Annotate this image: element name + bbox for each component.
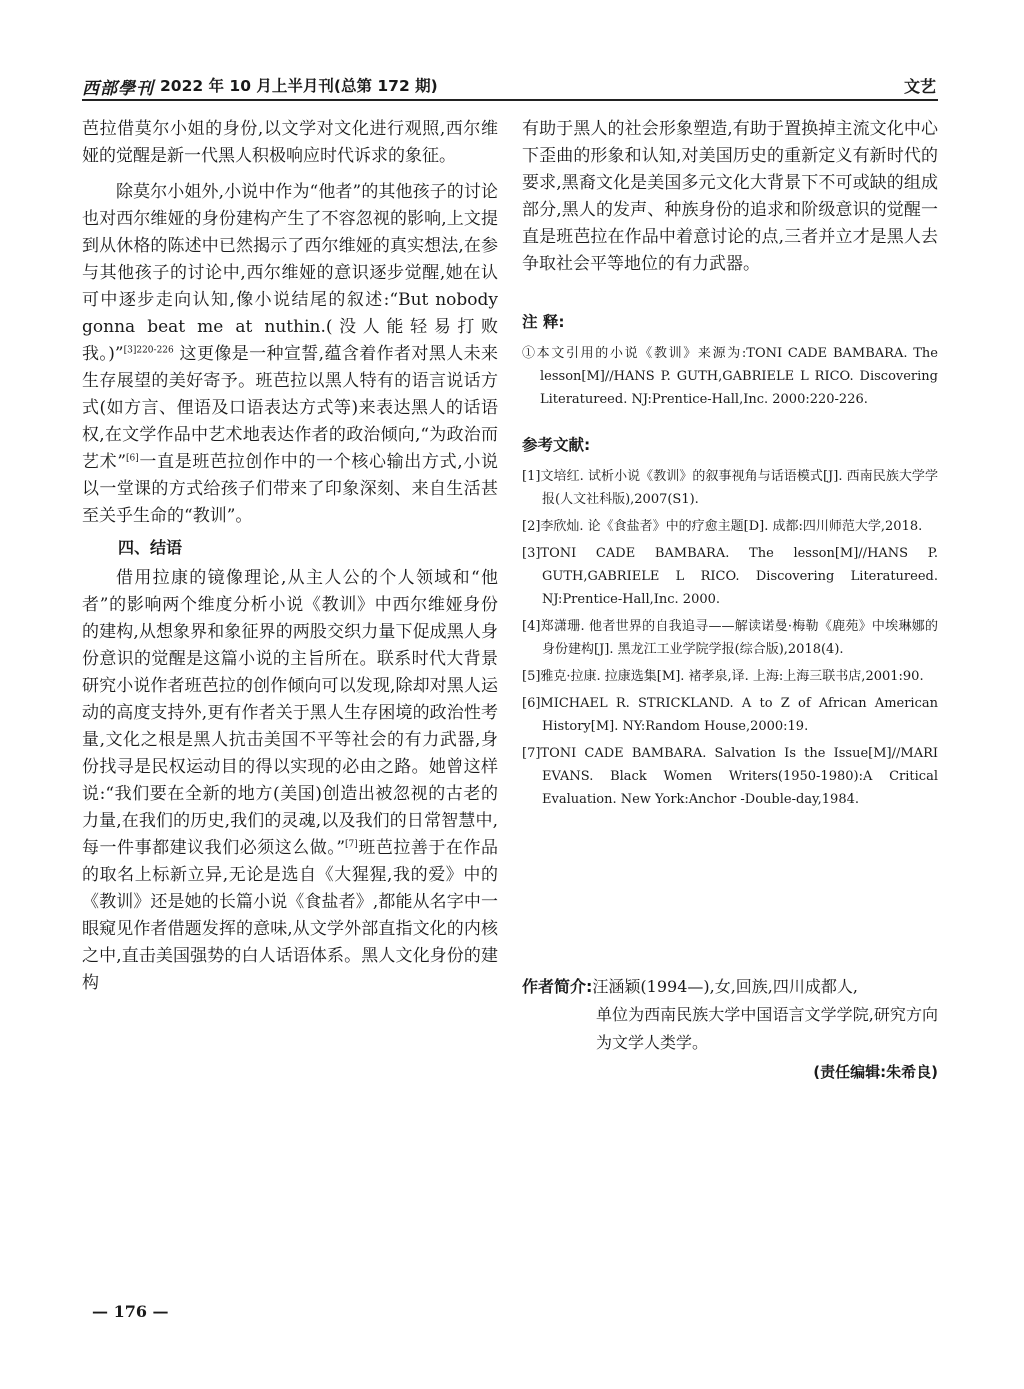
references-heading: 参考文献:: [522, 436, 591, 454]
reference-item: [5]雅克·拉康. 拉康选集[M]. 褚孝泉,译. 上海:上海三联书店,2001:90.: [522, 669, 924, 684]
paragraph-text: 除莫尔小姐外,小说中作为“他者”的其他孩子的讨论也对西尔维娅的身份建构产生了不容忽视的影响,上文提到从休格的陈述中已然揭示了西尔维娅的真实想法,在参与其他孩子的讨论中,西尔维娅的意识逐步觉醒,她在认可中逐步走向认知,像小说结尾的叙述:“But nobody gonna beat me at nuthin.(没人能轻易打败我。)”: [82, 182, 498, 364]
responsible-editor: (责任编辑:朱希良): [813, 1063, 938, 1081]
section-heading-conclusion: 四、结语: [118, 538, 183, 557]
references-list: [522, 465, 938, 811]
left-column: [82, 116, 498, 997]
paragraph-other-children: [82, 179, 498, 530]
citation-7: [7]: [345, 839, 358, 850]
author-bio: [522, 973, 938, 1082]
note-1: ①本文引用的小说《教训》来源为:TONI CADE BAMBARA. The lesson[M]//HANS P. GUTH,GABRIELE L RICO. Discovering Literatureed. NJ:Prentice-Hall,Inc. 2000:220-226.: [522, 346, 938, 407]
notes-heading: 注 释:: [522, 313, 565, 331]
journal-logo: 西部學刊: [82, 79, 154, 99]
bio-continuation: 单位为西南民族大学中国语言文学学院,研究方向为文学人类学。: [596, 1005, 938, 1052]
reference-item: [4]郑潇珊. 他者世界的自我追寻——解读诺曼·梅勒《鹿苑》中埃琳娜的身份建构[J]. 黑龙江工业学院学报(综合版),2018(4).: [522, 619, 938, 657]
section-label: 文艺: [903, 77, 936, 96]
paragraph-continued-right: 有助于黑人的社会形象塑造,有助于置换掉主流文化中心下歪曲的形象和认知,对美国历史的重新定义有新时代的要求,黑裔文化是美国多元文化大背景下不可或缺的组成部分,黑人的发声、种族身份的追求和阶级意识的觉醒一直是班芭拉在作品中着意讨论的点,三者并立才是黑人去争取社会平等地位的有力武器。: [522, 119, 938, 274]
reference-item: [3]TONI CADE BAMBARA. The lesson[M]//HANS P. GUTH,GABRIELE L RICO. Discovering Literatureed. NJ:Prentice-Hall,Inc. 2000.: [522, 546, 938, 607]
bio-line: [522, 973, 938, 1001]
reference-item: [7]TONI CADE BAMBARA. Salvation Is the Issue[M]//MARI EVANS. Black Women Writers(1950-1980):A Critical Evaluation. New York:Anchor -Double-day,1984.: [522, 746, 938, 807]
paragraph-text: 班芭拉善于在作品的取名上标新立异,无论是选自《大猩猩,我的爱》中的《教训》还是她的长篇小说《食盐者》,都能从名字中一眼窥见作者借题发挥的意味,从文学外部直指文化的内核之中,直击美国强势的白人话语体系。黑人文化身份的建构: [82, 838, 498, 993]
paragraph-text: 这更像是一种宣誓,蕴含着作者对黑人未来生存展望的美好寄予。班芭拉以黑人特有的语言说话方式(如方言、俚语及口语表达方式等)来表达黑人的话语权,在文学作品中艺术地表达作者的政治倾向,“为政治而艺术”: [82, 344, 498, 472]
reference-item: [2]李欣灿. 论《食盐者》中的疗愈主题[D]. 成都:四川师范大学,2018.: [522, 519, 923, 534]
paragraph-conclusion: [82, 565, 498, 997]
paragraph-continued: 芭拉借莫尔小姐的身份,以文学对文化进行观照,西尔维娅的觉醒是新一代黑人积极响应时代诉求的象征。: [82, 119, 498, 166]
page-header: [82, 72, 938, 102]
page-number: — 176 —: [92, 1302, 169, 1321]
paragraph-text: 一直是班芭拉创作中的一个核心输出方式,小说以一堂课的方式给孩子们带来了印象深刻、来自生活甚至关乎生命的“教训”。: [82, 452, 498, 526]
issue-info: 2022 年 10 月上半月刊(总第 172 期): [160, 77, 438, 95]
citation-6: [6]: [126, 453, 139, 464]
paragraph-text: 借用拉康的镜像理论,从主人公的个人领域和“他者”的影响两个维度分析小说《教训》中西尔维娅身份的建构,从想象界和象征界的两股交织力量下促成黑人身份意识的觉醒是这篇小说的主旨所在。联系时代大背景研究小说作者班芭拉的创作倾向可以发现,除却对黑人运动的高度支持外,更有作者关于黑人生存困境的政治性考量,文化之根是黑人抗击美国不平等社会的有力武器,身份找寻是民权运动目的得以实现的必由之路。她曾这样说:“我们要在全新的地方(美国)创造出被忽视的古老的力量,在我们的历史,我们的灵魂,以及我们的日常智慧中,每一件事都建议我们必须这么做。”: [82, 568, 498, 858]
reference-item: [6]MICHAEL R. STRICKLAND. A to Z of African American History[M]. NY:Random House,2000:19.: [522, 696, 938, 734]
citation-3: [3]220-226: [123, 345, 174, 356]
right-column: [522, 116, 938, 815]
reference-item: [1]文培红. 试析小说《教训》的叙事视角与话语模式[J]. 西南民族大学学报(人文社科版),2007(S1).: [522, 469, 938, 507]
header-rule: [82, 99, 938, 101]
bio-label: 作者简介:: [522, 977, 593, 996]
bio-text: 汪涵颖(1994—),女,回族,四川成都人,: [592, 977, 858, 996]
